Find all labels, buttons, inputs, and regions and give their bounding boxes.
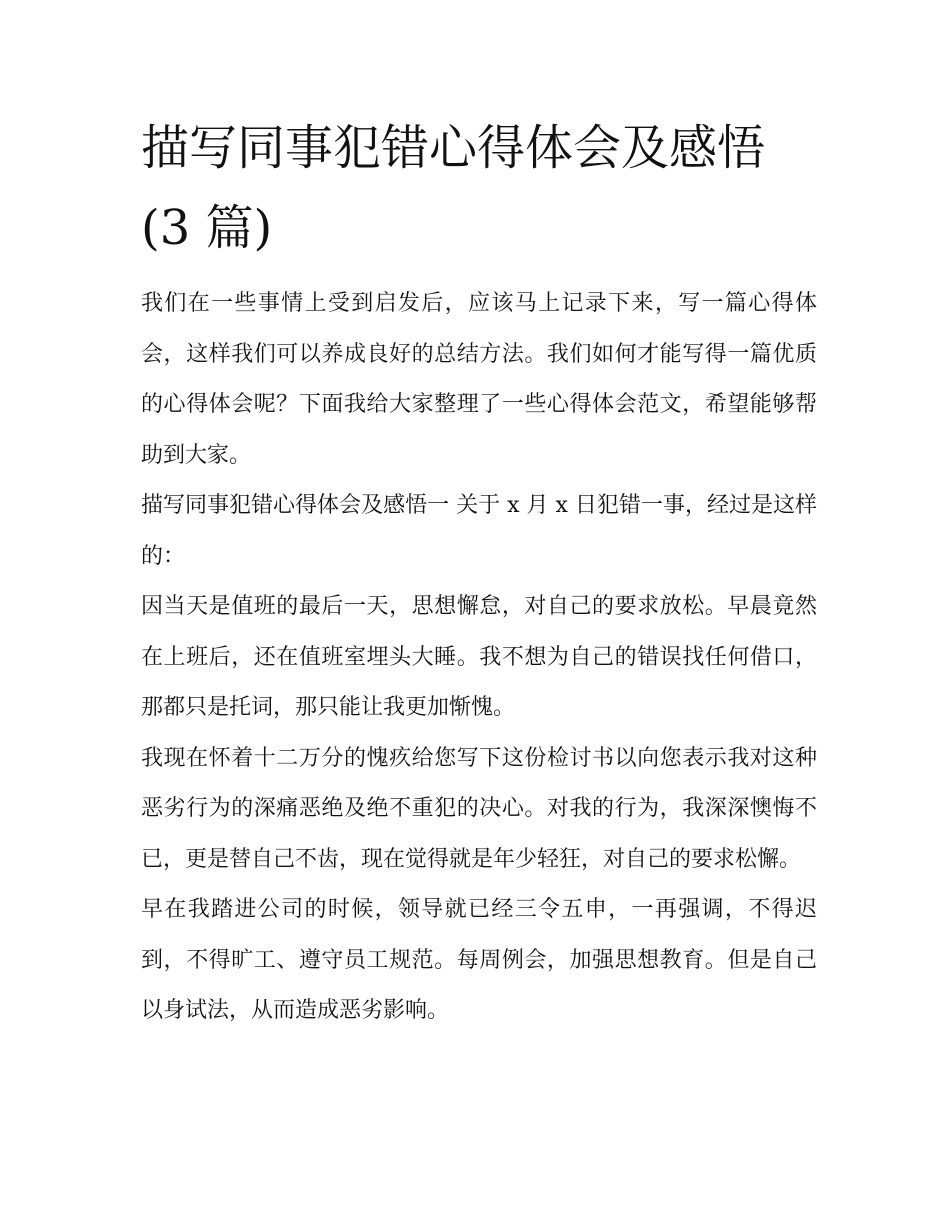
document-body [141,279,817,1037]
paragraph-section-heading: 描写同事犯错心得体会及感悟一 关于 x 月 x 日犯错一事，经过是这样的： [141,493,817,569]
paragraph-intro: 我们在一些事情上受到启发后，应该马上记录下来，写一篇心得体会，这样我们可以养成良好的总结方法。我们如何才能写得一篇优质的心得体会呢？下面我给大家整理了一些心得体会范文，希望能够帮助到大家。 [141,291,817,468]
document-title: 描写同事犯错心得体会及感悟 (3 篇) [141,120,766,256]
paragraph-body: 早在我踏进公司的时候，领导就已经三令五申，一再强调，不得迟到，不得旷工、遵守员工规范。每周例会，加强思想教育。但是自己以身试法，从而造成恶劣影响。 [141,897,817,1023]
paragraph-body: 我现在怀着十二万分的愧疚给您写下这份检讨书以向您表示我对这种恶劣行为的深痛恶绝及绝不重犯的决心。对我的行为，我深深懊悔不已，更是替自己不齿，现在觉得就是年少轻狂，对自己的要求松懈。 [141,745,817,872]
paragraph-body: 因当天是值班的最后一天，思想懈怠，对自己的要求放松。早晨竟然在上班后，还在值班室埋头大睡。我不想为自己的错误找任何借口，那都只是托词，那只能让我更加惭愧。 [141,594,817,720]
